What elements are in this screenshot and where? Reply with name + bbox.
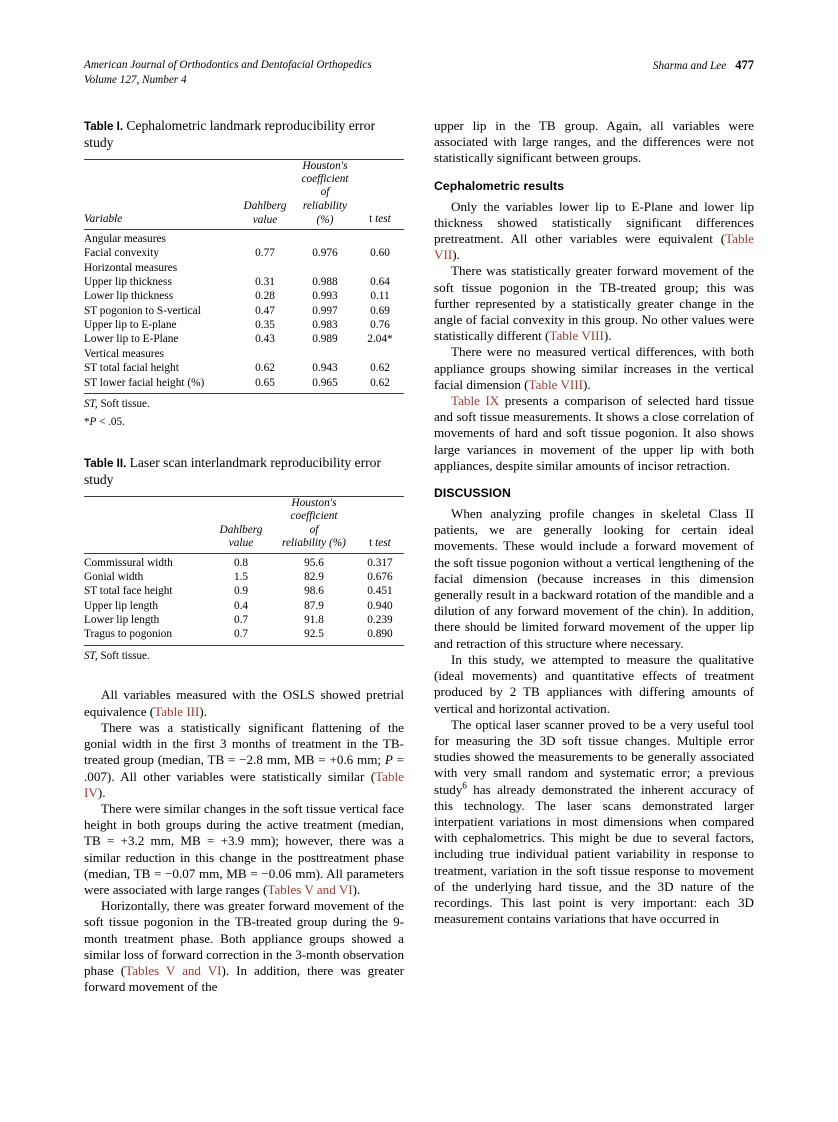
row-label: Tragus to pogonion [84,628,210,645]
table-1-footnote-abbrev-value: Soft tissue. [97,398,150,411]
table-row [84,362,404,376]
table-1-footnote-abbrev-key: ST, [84,398,98,411]
table-1-body [84,229,404,393]
row-dahlberg-value [236,261,294,275]
xref-table-vii[interactable]: Table VII [434,231,754,263]
table-row [84,347,404,361]
table-row [84,290,404,304]
row-t-test: 0.317 [367,556,393,569]
xref-table-iv[interactable]: Table IV [84,768,404,800]
table-1-header-ttest [369,213,391,225]
row-dahlberg-value: 0.4 [233,599,249,612]
row-houston-coefficient [294,261,356,275]
p2-part-b: = .007). All other variables were statistically similar ( [84,752,404,784]
row-t-test: 0.676 [367,570,393,583]
table-1-footnote-abbrev [84,398,404,411]
row-houston-coefficient: 0.976 [312,247,338,260]
table-row [84,599,404,613]
xref-table-iii[interactable]: Table III [154,703,200,719]
table-2-head [84,496,404,553]
table-1-number: Table I. [84,120,124,133]
row-houston-coefficient: 98.6 [304,585,324,598]
table-1-header-houston-line5: (%) [316,213,334,226]
row-dahlberg-value: 0.7 [210,628,272,645]
running-head-journal-title: American Journal of Orthodontics and Dentofacial Orthopedics [84,59,372,71]
table-2-header-ttest-rest: test [372,537,391,550]
rp3-part-b: ). [603,328,612,344]
table-row [84,376,404,393]
table-2 [84,496,404,646]
row-houston-coefficient: 0.965 [294,376,356,393]
table-1-footnote-p: P [89,415,97,428]
subheading-cephalometric-results: Cephalometric results [434,178,565,193]
row-houston-coefficient: 0.988 [312,275,338,288]
table-1-header-ttest-rest: test [372,213,391,226]
p1-part-a: All variables measured with the OSLS showed pretrial equivalence ( [84,687,404,719]
table-2-header-houston-line2: of [309,524,319,537]
p3-part-a: There were similar changes in the soft tissue vertical face height in both groups during the active treatment (median, TB = +3.2 mm, MB = +3.9 mm); however, there was a similar reduction in this change in the posttreatment phase (median, TB = −0.07 mm, MB = −0.06 mm). All parameters were associated with large ranges ( [84,800,404,897]
paragraph-ideal-movements: When analyzing profile changes in skeletal Class II patients, we are generally looking for certain ideal movements. These would include a forward movement of the soft tissue pogonion without a vertical lengthening of the facial dimension (because increases in this dimension generally result in a backward rotation of the mandible and a dilution of any forward movement of the chin). In addition, there should be limited forward movement of the upper lip and retraction of this structure where necessary. [434,506,754,651]
left-column-text [84,687,404,995]
row-houston-coefficient: 87.9 [304,599,324,612]
rp8-part-b: has already demonstrated the inherent accuracy of this technology. The laser scans demonstrated larger interpatient variations in most dimensions when compared with cephalometrics. This might be due to several factors, including true individual patient variability in response to treatment, variation in the soft tissue response to movement of the underlying hard tissue, and the 3D nature of the recordings. This last point is very important: each 3D measurement contains variations that have occurred in [434,781,754,927]
paragraph-horizontal-pogonion [84,898,404,995]
row-dahlberg-value: 0.47 [255,304,275,317]
row-t-test: 0.60 [370,247,390,260]
table-2-caption [84,455,404,489]
xref-table-viii-2[interactable]: Table VIII [528,376,584,392]
row-t-test [356,347,404,361]
row-dahlberg-value: 0.43 [255,333,275,346]
row-t-test: 0.451 [367,585,393,598]
running-head-authors: Sharma and Lee [652,60,727,72]
row-t-test [356,229,404,246]
table-row [84,247,404,261]
paragraph-study-aim: In this study, we attempted to measure the qualitative (ideal movements) and quantitative effects of treatment produced by 2 TB appliances with differing amounts of vertical and horizontal activation. [434,651,754,716]
row-label: ST lower facial height (%) [84,376,236,393]
p2-italic-p: P [384,752,393,768]
row-label: ST pogonion to S-vertical [84,304,201,317]
paragraph-upper-lip-tb: upper lip in the TB group. Again, all variables were associated with large ranges, and the differences were not statistically significant between groups. [434,118,754,166]
row-t-test: 0.64 [370,275,390,288]
table-row [84,304,404,318]
table-1-header-houston-line4: reliability [302,200,348,213]
row-dahlberg-value: 1.5 [233,570,249,583]
table-1-header-row-1 [84,159,404,200]
p4-part-a: Horizontally, there was greater forward movement of the soft tissue pogonion in the TB-treated group during the 9-month treatment phase. Both appliance groups showed a similar loss of forward correction in the 3-month observation phase ( [84,898,404,978]
table-2-body [84,553,404,645]
row-houston-coefficient: 0.993 [312,290,338,303]
table-1-header-houston-line2: coefficient [301,173,349,186]
subheading-discussion: DISCUSSION [434,486,511,501]
table-row [84,628,404,645]
paragraph-pretreatment-differences [434,199,754,264]
paragraph-laser-scanner [434,717,754,928]
row-dahlberg-value: 0.28 [255,290,275,303]
row-dahlberg-value: 0.65 [236,376,294,393]
row-houston-coefficient: 92.5 [272,628,356,645]
p1-part-b: ). [199,703,208,719]
row-label: Lower lip to E-Plane [84,333,179,346]
row-label: Angular measures [84,232,166,245]
row-dahlberg-value: 0.7 [233,614,249,627]
table-2-footnote-abbrev [84,650,404,663]
row-houston-coefficient: 91.8 [304,614,324,627]
table-1-footnote-star: * [84,415,90,428]
row-label: Commissural width [84,556,173,569]
row-t-test: 0.11 [370,290,390,303]
row-dahlberg-value: 0.8 [233,556,249,569]
paragraph-vertical-differences [434,344,754,393]
paragraph-forward-movement-pogonion [434,263,754,344]
row-dahlberg-value: 0.31 [255,275,275,288]
row-t-test: 0.940 [367,599,393,612]
xref-tables-v-vi-2[interactable]: Tables V and VI [125,962,222,978]
table-2-header-row-1 [84,496,404,524]
table-2-header-houston-line1: Houston's coefficient [290,496,338,522]
table-2-caption-text: Laser scan interlandmark reproducibility error study [84,454,381,488]
p4-part-b: ). In addition, there was greater forward movement of the [84,962,404,995]
row-label: Upper lip length [84,599,159,612]
running-head-volume: Volume 127, Number 4 [84,73,187,86]
row-t-test: 0.890 [356,628,404,645]
xref-table-ix[interactable]: Table IX [451,393,500,409]
table-2-footnote-abbrev-value: Soft tissue. [97,650,150,663]
rp5-part-a: presents a comparison of selected hard tissue and soft tissue measurements. It shows a close correlation of movements of hard and soft tissue pogonion. It also shows large variances in movement of the upper lip with both appliances, despite similar amounts of incisor retraction. [434,393,754,473]
rp2-part-a: Only the variables lower lip to E-Plane and lower lip thickness showed statistically significant differences pretreatment. All other variables were equivalent ( [434,198,754,247]
row-t-test [356,261,404,275]
table-row [84,276,404,290]
row-dahlberg-value: 0.77 [255,247,275,260]
table-row [84,319,404,333]
row-houston-coefficient [294,347,356,361]
rp4-part-b: ). [583,376,591,392]
paragraph-vertical-face-height [84,801,404,898]
row-t-test: 0.239 [367,614,393,627]
table-2-header-dahlberg-line2: value [228,537,254,550]
p2-part-c: ). [97,784,106,800]
row-label: Upper lip thickness [84,275,172,288]
table-row [84,571,404,585]
row-t-test: 2.04* [367,333,393,346]
row-label: Lower lip thickness [84,290,174,303]
table-row [84,585,404,599]
row-dahlberg-value: 0.9 [233,585,249,598]
row-houston-coefficient: 95.6 [304,556,324,569]
row-label: Vertical measures [84,347,164,360]
row-dahlberg-value [236,347,294,361]
right-column [434,118,754,927]
rp4-part-a: There were no measured vertical differences, with both appliance groups showing similar increases in the vertical facial dimension ( [434,344,754,392]
table-1-footnote-significance [84,416,404,429]
row-houston-coefficient: 82.9 [304,570,324,583]
table-row [84,261,404,275]
row-label: ST total face height [84,585,173,598]
xref-tables-v-vi-1[interactable]: Tables V and VI [267,881,353,897]
reference-marker-6[interactable]: 6 [462,780,467,791]
table-1-header-variable: Variable [84,200,236,229]
table-1 [84,159,404,394]
table-2-number: Table II. [84,456,127,470]
row-houston-coefficient: 0.997 [312,304,338,317]
table-1-header-dahlberg-line1: Dahlberg [243,200,287,213]
row-label: Lower lip length [84,614,160,627]
table-1-header-ttest-t: t [369,213,373,226]
paragraph-osls-pretrial [84,687,404,719]
p3-part-b: ). [352,881,361,897]
rp2-part-b: ). [452,247,460,263]
row-dahlberg-value: 0.35 [255,319,275,332]
table-row [84,614,404,628]
table-1-header-row-2 [84,200,404,229]
row-dahlberg-value: 0.62 [255,362,275,375]
row-dahlberg-value [236,229,294,246]
page-number: 477 [735,58,754,72]
table-2-header-houston-line3: reliability (%) [282,537,346,550]
table-1-header-houston-line3: of [320,186,330,199]
table-2-header-variable [84,524,210,553]
table-1-head [84,159,404,229]
row-label: Facial convexity [84,247,159,260]
left-column [84,118,404,995]
table-row [84,333,404,347]
row-label: Gonial width [84,570,144,583]
table-2-header-ttest-t: t [369,537,373,550]
running-head-right [653,58,754,74]
table-1-caption [84,118,404,152]
table-2-footnote-abbrev-key: ST, [84,650,98,663]
table-1-header-houston-line1: Houston's [302,159,348,172]
row-t-test: 0.62 [370,362,390,375]
row-houston-coefficient: 0.989 [312,333,338,346]
row-label: Upper lip to E-plane [84,319,177,332]
paragraph-gonial-width [84,720,404,801]
rp8-part-a: The optical laser scanner proved to be a very useful tool for measuring the 3D soft tissue changes. Multiple error studies showed the measurements to be generally associated with very small random and systematic error; a previous study [434,716,754,797]
row-t-test: 0.76 [370,319,390,332]
row-houston-coefficient: 0.943 [312,362,338,375]
table-1-caption-text: Cephalometric landmark reproducibility error study [84,118,376,151]
table-2-header-dahlberg-line1: Dahlberg [219,524,263,537]
xref-table-viii-1[interactable]: Table VIII [549,328,604,344]
row-houston-coefficient [294,229,356,246]
table-1-header-dahlberg-line2: value [252,213,278,226]
row-houston-coefficient: 0.983 [312,319,338,332]
table-row [84,553,404,570]
row-t-test: 0.69 [370,304,390,317]
table-1-block [84,118,404,429]
row-t-test: 0.62 [356,376,404,393]
table-2-block [84,455,404,664]
row-label: ST total facial height [84,362,179,375]
table-2-header-row-2 [84,524,404,553]
table-row [84,229,404,246]
paragraph-table-ix-comparison [434,393,754,474]
row-label: Horizontal measures [84,261,178,274]
table-2-header-ttest [369,537,391,549]
p2-part-a: There was a statistically significant flattening of the gonial width in the first 3 months of treatment in the TB-treated group (median, TB = −2.8 mm, MB = +0.6 mm; [84,719,404,768]
table-1-footnote-p-rest: < .05. [96,415,125,428]
rp3-part-a: There was statistically greater forward movement of the soft tissue pogonion in the TB-treated group; this was further represented by a statistically greater change in the angle of facial convexity in this group. No other values were statistically different ( [434,263,754,344]
